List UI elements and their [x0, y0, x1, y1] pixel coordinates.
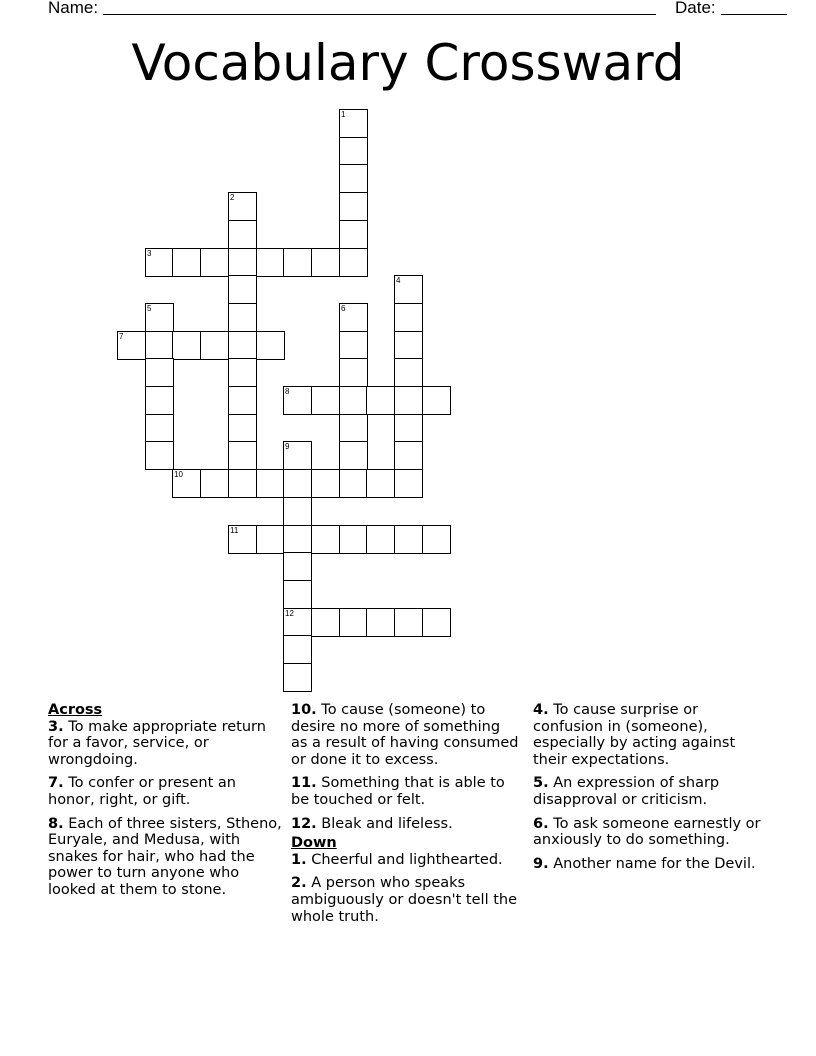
- grid-cell[interactable]: [200, 331, 229, 360]
- clue-across-8: [48, 816, 284, 899]
- clue-down-9: [533, 856, 769, 873]
- grid-cell[interactable]: [283, 635, 312, 664]
- grid-cell[interactable]: [256, 469, 285, 498]
- grid-cell[interactable]: [366, 386, 395, 415]
- grid-cell[interactable]: [283, 497, 312, 526]
- clue-down-2: [291, 875, 521, 925]
- clue-number: 12.: [291, 815, 317, 832]
- grid-cell[interactable]: [228, 220, 257, 249]
- clue-across-11: [291, 775, 521, 808]
- clue-down-4: [533, 702, 769, 768]
- grid-cell[interactable]: [283, 248, 312, 277]
- grid-cell[interactable]: [117, 331, 146, 360]
- cell-number: 8: [285, 387, 290, 396]
- clue-text: To cause surprise or confusion in (someone), especially by acting against their expectations.: [533, 702, 736, 768]
- grid-cell[interactable]: [200, 469, 229, 498]
- grid-cell[interactable]: [283, 663, 312, 692]
- grid-cell[interactable]: [283, 525, 312, 554]
- grid-cell[interactable]: [228, 469, 257, 498]
- grid-cell[interactable]: [366, 608, 395, 637]
- grid-cell[interactable]: [311, 608, 340, 637]
- grid-cell[interactable]: [172, 331, 201, 360]
- grid-cell[interactable]: [422, 386, 451, 415]
- down-heading: Down: [291, 835, 337, 852]
- cell-number: 5: [147, 304, 152, 313]
- grid-cell[interactable]: [228, 386, 257, 415]
- clue-text: An expression of sharp disapproval or criticism.: [533, 775, 720, 808]
- grid-cell[interactable]: [394, 303, 423, 332]
- clue-down-6: [533, 816, 769, 849]
- grid-cell[interactable]: [339, 441, 368, 470]
- cell-number: 6: [341, 304, 346, 313]
- grid-cell[interactable]: [283, 552, 312, 581]
- grid-cell[interactable]: [228, 358, 257, 387]
- grid-cell[interactable]: [145, 358, 174, 387]
- grid-cell[interactable]: [256, 525, 285, 554]
- grid-cell[interactable]: [339, 469, 368, 498]
- clue-number: 7.: [48, 775, 64, 792]
- grid-cell[interactable]: [366, 525, 395, 554]
- grid-cell[interactable]: [394, 414, 423, 443]
- grid-cell[interactable]: [228, 303, 257, 332]
- cell-number: 2: [230, 193, 235, 202]
- clue-text: To ask someone earnestly or anxiously to do something.: [533, 815, 761, 849]
- grid-cell[interactable]: [311, 469, 340, 498]
- cell-number: 3: [147, 249, 152, 258]
- grid-cell[interactable]: [339, 248, 368, 277]
- cell-number: 9: [285, 442, 290, 451]
- clue-number: 4.: [533, 702, 549, 718]
- grid-cell[interactable]: [366, 469, 395, 498]
- grid-cell[interactable]: [228, 525, 257, 554]
- clue-number: 9.: [533, 855, 549, 872]
- grid-cell[interactable]: [311, 525, 340, 554]
- grid-cell[interactable]: [228, 441, 257, 470]
- grid-cell[interactable]: [145, 331, 174, 360]
- grid-cell[interactable]: [228, 248, 257, 277]
- clue-number: 5.: [533, 775, 549, 792]
- grid-cell[interactable]: [200, 248, 229, 277]
- grid-cell[interactable]: [339, 386, 368, 415]
- clue-text: Each of three sisters, Stheno, Euryale, and Medusa, with snakes for hair, who had the power to turn anyone who looked at them to stone.: [48, 815, 282, 898]
- clue-across-10: [291, 702, 521, 768]
- grid-cell[interactable]: [339, 414, 368, 443]
- grid-cell[interactable]: [311, 386, 340, 415]
- grid-cell[interactable]: [394, 441, 423, 470]
- grid-cell[interactable]: [394, 358, 423, 387]
- grid-cell[interactable]: [339, 358, 368, 387]
- grid-cell[interactable]: [145, 386, 174, 415]
- grid-cell[interactable]: [228, 192, 257, 221]
- clue-number: 2.: [291, 875, 307, 892]
- grid-cell[interactable]: [339, 608, 368, 637]
- clue-number: 10.: [291, 702, 317, 718]
- grid-cell[interactable]: [145, 441, 174, 470]
- grid-cell[interactable]: [145, 303, 174, 332]
- grid-cell[interactable]: [283, 441, 312, 470]
- clue-number: 6.: [533, 815, 549, 832]
- clue-down-1: [291, 852, 521, 869]
- cell-number: 1: [341, 110, 346, 119]
- clue-text: Another name for the Devil.: [553, 855, 756, 872]
- grid-cell[interactable]: [394, 525, 423, 554]
- across-heading: Across: [48, 702, 103, 718]
- clue-text: Something that is able to be touched or felt.: [291, 775, 505, 808]
- grid-cell[interactable]: [283, 580, 312, 609]
- grid-cell[interactable]: [172, 248, 201, 277]
- grid-cell[interactable]: [228, 331, 257, 360]
- clue-text: A person who speaks ambiguously or doesn't tell the whole truth.: [291, 875, 518, 925]
- cell-number: 10: [174, 470, 183, 479]
- cell-number: 12: [285, 609, 294, 618]
- grid-cell[interactable]: [394, 608, 423, 637]
- grid-cell[interactable]: [394, 469, 423, 498]
- grid-cell[interactable]: [339, 109, 368, 138]
- grid-cell[interactable]: [145, 414, 174, 443]
- clue-number: 3.: [48, 718, 64, 735]
- grid-cell[interactable]: [339, 192, 368, 221]
- grid-cell[interactable]: [339, 164, 368, 193]
- clue-across-7: [48, 775, 284, 808]
- grid-cell[interactable]: [339, 525, 368, 554]
- clue-number: 1.: [291, 851, 307, 868]
- grid-cell[interactable]: [422, 608, 451, 637]
- clue-number: 8.: [48, 815, 64, 832]
- clue-across-12: [291, 816, 521, 833]
- grid-cell[interactable]: [339, 303, 368, 332]
- grid-cell[interactable]: [172, 469, 201, 498]
- grid-cell[interactable]: [311, 248, 340, 277]
- grid-cell[interactable]: [228, 414, 257, 443]
- clues-column-1: [48, 702, 284, 906]
- clue-text: To make appropriate return for a favor, service, or wrongdoing.: [48, 718, 266, 768]
- grid-cell[interactable]: [394, 386, 423, 415]
- clue-text: Bleak and lifeless.: [321, 815, 453, 832]
- grid-cell[interactable]: [422, 525, 451, 554]
- grid-cell[interactable]: [145, 248, 174, 277]
- clue-text: To confer or present an honor, right, or gift.: [48, 775, 236, 808]
- grid-cell[interactable]: [339, 331, 368, 360]
- grid-cell[interactable]: [339, 220, 368, 249]
- grid-cell[interactable]: [283, 608, 312, 637]
- clue-text: To cause (someone) to desire no more of something as a result of having consumed or done it to excess.: [291, 702, 519, 768]
- cell-number: 11: [230, 526, 239, 535]
- grid-cell[interactable]: [228, 275, 257, 304]
- date-label: Date:: [675, 0, 716, 17]
- clue-number: 11.: [291, 775, 317, 792]
- cell-number: 7: [119, 332, 124, 341]
- cell-number: 4: [396, 276, 401, 285]
- page-title: Vocabulary Crossward: [131, 34, 685, 92]
- grid-cell[interactable]: [256, 248, 285, 277]
- clues-column-3: [533, 702, 769, 879]
- grid-cell[interactable]: [283, 386, 312, 415]
- grid-cell[interactable]: [394, 331, 423, 360]
- clue-text: Cheerful and lighthearted.: [311, 851, 503, 868]
- grid-cell[interactable]: [256, 331, 285, 360]
- grid-cell[interactable]: [339, 137, 368, 166]
- grid-cell[interactable]: [394, 275, 423, 304]
- clue-down-5: [533, 775, 769, 808]
- grid-cell[interactable]: [283, 469, 312, 498]
- name-label: Name:: [48, 0, 99, 17]
- clue-across-3: [48, 719, 284, 769]
- clues-column-2: [291, 702, 521, 932]
